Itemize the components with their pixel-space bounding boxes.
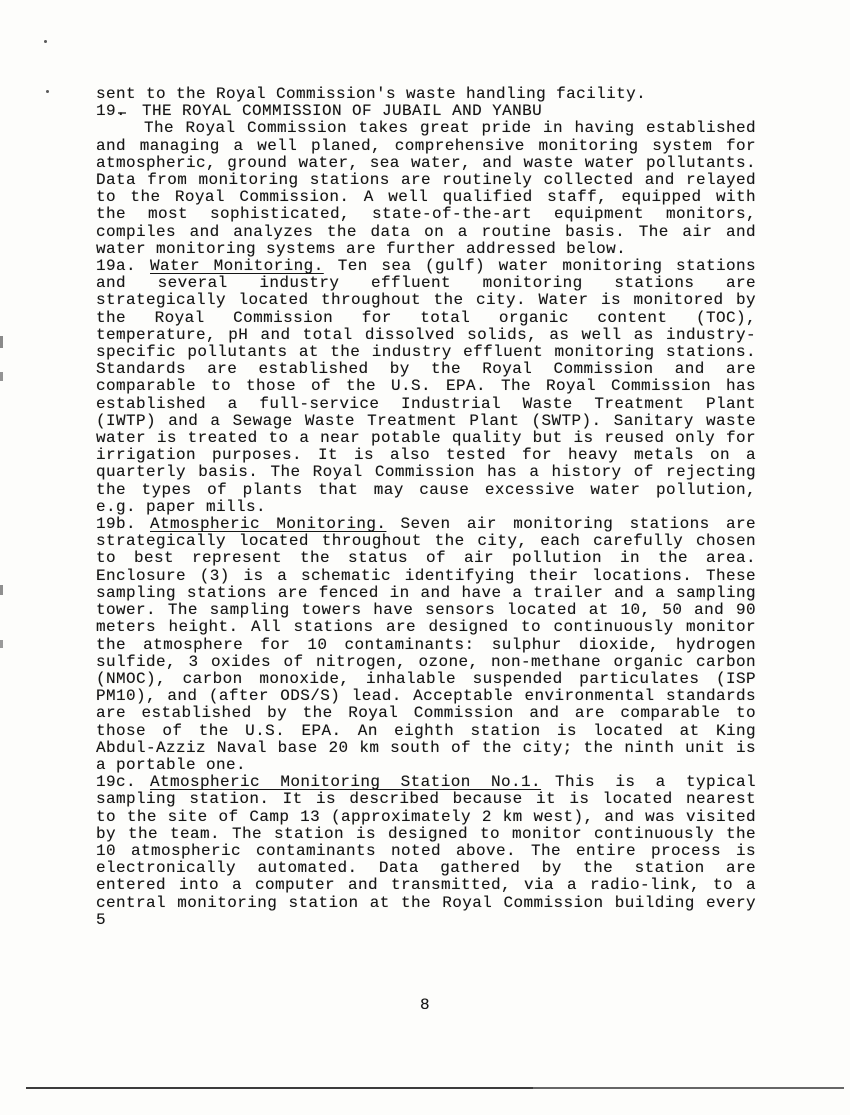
section-19-label: 19.	[96, 102, 127, 121]
scan-artifact-dot	[46, 90, 49, 93]
section-19c-body: This is a typical sampling station. It is described because it is located nearest to the site of Camp 13 (approximately 2 km west), and was visited by the team. The station is designed to monitor continuously the 10 atmospheric contaminants noted above. The entire process is electronically automated. Data gathered by the station are entered into a computer and transmitted, via a radio-link, to a central monitoring station at the Royal Commission building every 5	[96, 773, 757, 929]
section-19a-label: 19a.	[96, 257, 137, 276]
scan-artifact-edge-mark	[0, 640, 3, 648]
page-number: 8	[419, 996, 430, 1014]
section-19b-body: Seven air monitoring stations are strategically located throughout the city, each carefully chosen to best represent the status of air pollution in the area. Enclosure (3) is a schematic identifying their locations. These sampling stations are fenced in and have a trailer and a sampling tower. The sampling towers have sensors located at 10, 50 and 90 meters height. All stations are designed to continuously monitor the atmosphere for 10 contaminants: sulphur dioxide, hydrogen sulfide, 3 oxides of nitrogen, ozone, non-methane organic carbon (NMOC), carbon monoxide, inhalable suspended particulates (ISP PM10), and (after ODS/S) lead. Acceptable environmental standards are established by the Royal Commission and are comparable to those of the U.S. EPA. An eighth station is located at King Abdul-Azziz Naval base 20 km south of the city; the ninth unit is a portable one.	[96, 515, 756, 774]
section-19a-heading: Water Monitoring.	[150, 257, 324, 276]
bottom-scan-line	[26, 1087, 844, 1089]
section-19b-label: 19b.	[96, 515, 137, 534]
section-19a-paragraph	[96, 258, 756, 516]
section-19-title: THE ROYAL COMMISSION OF JUBAIL AND YANBU	[142, 102, 543, 121]
section-19-paragraph: The Royal Commission takes great pride in having established and managing a well planed, comprehensive monitoring system for atmospheric, ground water, sea water, and waste water pollutants. Data from monitoring stations are routinely collected and relayed to the Royal Commission. A well qualified staff, equipped with the most sophisticated, state-of-the-art equipment monitors, compiles and analyzes the data on a routine basis. The air and water monitoring systems are further addressed below.	[96, 119, 756, 258]
scan-artifact-edge-mark	[0, 585, 3, 595]
section-19-heading-line	[96, 103, 756, 120]
section-19b-heading: Atmospheric Monitoring.	[150, 515, 387, 534]
scan-artifact-edge-mark	[0, 336, 3, 348]
continuation-line: sent to the Royal Commission's waste handling facility.	[96, 85, 647, 103]
section-19c-label: 19c.	[96, 773, 137, 792]
scan-artifact-dot	[44, 40, 47, 43]
section-19a-body: Ten sea (gulf) water monitoring stations and several industry effluent monitoring stations are strategically located throughout the city. Water is monitored by the Royal Commission for total organic content (TOC), temperature, pH and total dissolved solids, as well as industry-specific pollutants at the industry effluent monitoring stations. Standards are established by the Royal Commission and are comparable to those of the U.S. EPA. The Royal Commission has established a full-service Industrial Waste Treatment Plant (IWTP) and a Sewage Waste Treatment Plant (SWTP). Sanitary waste water is treated to a near potable quality but is reused only for irrigation purposes. It is also tested for heavy metals on a quarterly basis. The Royal Commission has a history of rejecting the types of plants that may cause excessive water pollution, e.g. paper mills.	[96, 257, 757, 516]
section-19c-heading: Atmospheric Monitoring Station No.1.	[150, 773, 542, 792]
page-body	[96, 86, 756, 929]
section-19c-paragraph	[96, 774, 756, 929]
scan-artifact-edge-mark	[0, 372, 3, 381]
section-19b-paragraph	[96, 516, 756, 774]
